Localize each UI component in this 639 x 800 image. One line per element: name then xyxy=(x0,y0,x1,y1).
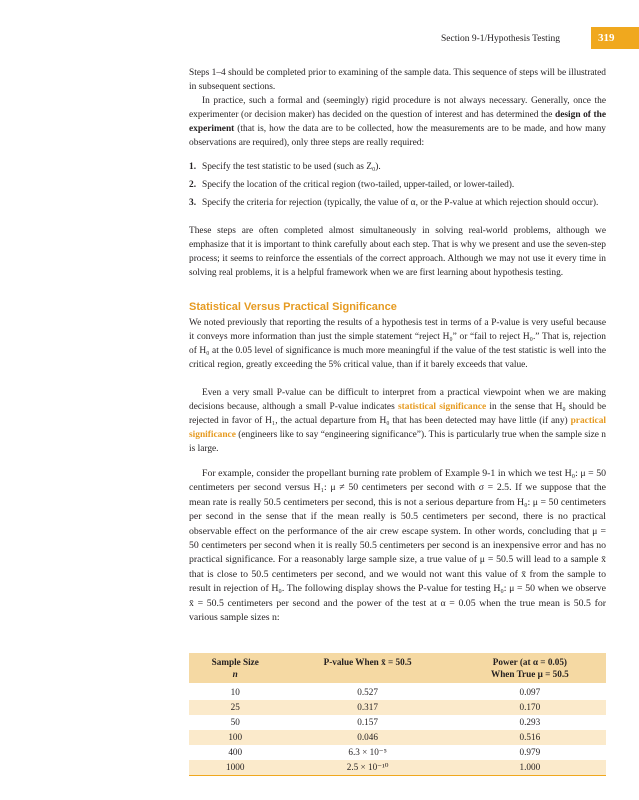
paragraph-practice xyxy=(189,94,606,150)
step-number: 2. xyxy=(189,180,197,190)
table-cell: 0.527 xyxy=(357,687,378,697)
table-cell: 0.157 xyxy=(357,717,378,727)
table-header-row xyxy=(189,653,606,683)
table-cell: 6.3 × 10⁻⁵ xyxy=(348,747,387,757)
paragraph-example: For example, consider the propellant burning rate problem of Example 9-1 in which we test H₀: μ = 50 centimeters per second versus H₁: μ ≠ 50 centimeters per second with σ = 2.5. If we suppose that the mean rate is really 50.5 centimeters per second, this is not a serious departure from H₀: μ = 50 centimeters per second in the sense that if the mean really is 50.5 centimeters per second, there is no practical observable effect on the performance of the air crew escape system. In other words, concluding that μ = 50 centimeters per second when it is really 50.5 centimeters per second is an inexpensive error and has no practical significance. For a reasonably large sample size, a true value of μ = 50.5 will lead to a sample x̄ that is close to 50.5 centimeters per second, and we would not want this value of x̄ from the sample to result in rejection of H₀. The following display shows the P-value for testing H₀: μ = 50 when we observe x̄ = 50.5 centimeters per second and the power of the test at α = 0.05 when the true mean is 50.5 for various sample sizes n: xyxy=(189,468,606,624)
table-row xyxy=(189,760,606,776)
paragraph-seven-step: These steps are often completed almost simultaneously in solving real-world problems, although we emphasize that it is important to think carefully about each step. That is why we present and use the seven-step process; it seems to reinforce the essentials of the correct approach. Although we may not use it every time in solving real problems, it is a helpful framework when we are first learning about hypothesis testing. xyxy=(189,226,606,278)
table-cell: 0.317 xyxy=(357,702,378,712)
table-cell: 100 xyxy=(228,732,243,742)
table-cell: 0.097 xyxy=(519,687,541,697)
page-number: 319 xyxy=(591,27,639,49)
list-item xyxy=(189,178,606,192)
header-pvalue: P-value When x̄ = 50.5 xyxy=(323,657,412,667)
table-cell: 0.170 xyxy=(519,702,541,712)
table-row xyxy=(189,700,606,715)
p2-text-a: In practice, such a formal and (seemingly) rigid procedure is not always necessary. Generally, once the experimenter (or decision maker) has decided on the question of interest and has determined the xyxy=(189,96,606,120)
p5-text-b: in the sense that H₀ should be rejected in favor of H₁, the actual departure from H₀ that has been detected may have little (if any) xyxy=(189,402,607,426)
table-row xyxy=(189,745,606,760)
table-cell: 10 xyxy=(230,687,240,697)
table-cell: 25 xyxy=(230,702,240,712)
paragraph-steps-intro: Steps 1–4 should be completed prior to examining of the sample data. This sequence of steps will be illustrated in subsequent sections. xyxy=(189,68,606,92)
table-row xyxy=(189,730,606,745)
table-cell: 1.000 xyxy=(519,762,541,772)
step-text: Specify the criteria for rejection (typically, the value of α, or the P-value at which rejection should occur). xyxy=(202,198,599,208)
table-row xyxy=(189,715,606,730)
table-cell: 2.5 × 10⁻¹⁰ xyxy=(346,762,389,772)
list-item xyxy=(189,160,606,174)
step-text: Specify the location of the critical region (two-tailed, upper-tailed, or lower-tailed). xyxy=(202,180,515,190)
table-cell: 0.979 xyxy=(519,747,541,757)
table-cell: 1000 xyxy=(226,762,245,772)
list-item xyxy=(189,196,606,210)
p5-text-a: Even a very small P-value can be difficult to interpret from a practical viewpoint when we are making decisions because, although a small P-value indicates xyxy=(189,388,606,412)
table-cell: 0.046 xyxy=(357,732,378,742)
paragraph-significance xyxy=(189,386,606,456)
p2-text-b: (that is, how the data are to be collected, how the measurements are to be made, and how many observations are required), only three steps are really required: xyxy=(189,124,606,148)
step-number: 3. xyxy=(189,198,197,208)
table-row xyxy=(189,683,606,700)
header-sample-size: Sample Size n xyxy=(211,657,259,679)
table-cell: 400 xyxy=(228,747,243,757)
section-heading: Statistical Versus Practical Significance xyxy=(189,301,397,313)
step-text: Specify the test statistic to be used (such as Z₀). xyxy=(202,162,381,172)
steps-list xyxy=(189,160,606,210)
running-header: Section 9-1/Hypothesis Testing xyxy=(441,34,560,44)
step-number: 1. xyxy=(189,162,197,172)
p2-bold: design of the experiment xyxy=(189,110,606,134)
term-practical-significance: practical significance xyxy=(189,416,606,440)
term-statistical-significance: statistical significance xyxy=(398,402,487,412)
p5-text-c: (engineers like to say “engineering significance”). This is particularly true when the sample size n is large. xyxy=(189,430,606,454)
paragraph-pvalue: We noted previously that reporting the results of a hypothesis test in terms of a P-value is very useful because it conveys more information than just the simple statement “reject H₀” or “fail to reject H₀.” That is, rejection of H₀ at the 0.05 level of significance is much more meaningful if the value of the test statistic is well into the critical region, greatly exceeding the 5% critical value, than if it barely exceeds that value. xyxy=(189,318,606,370)
table-cell: 0.516 xyxy=(519,732,541,742)
power-table xyxy=(189,653,606,776)
header-power: Power (at α = 0.05) When True μ = 50.5 xyxy=(491,657,569,679)
table-cell: 0.293 xyxy=(519,717,541,727)
table-cell: 50 xyxy=(230,717,240,727)
